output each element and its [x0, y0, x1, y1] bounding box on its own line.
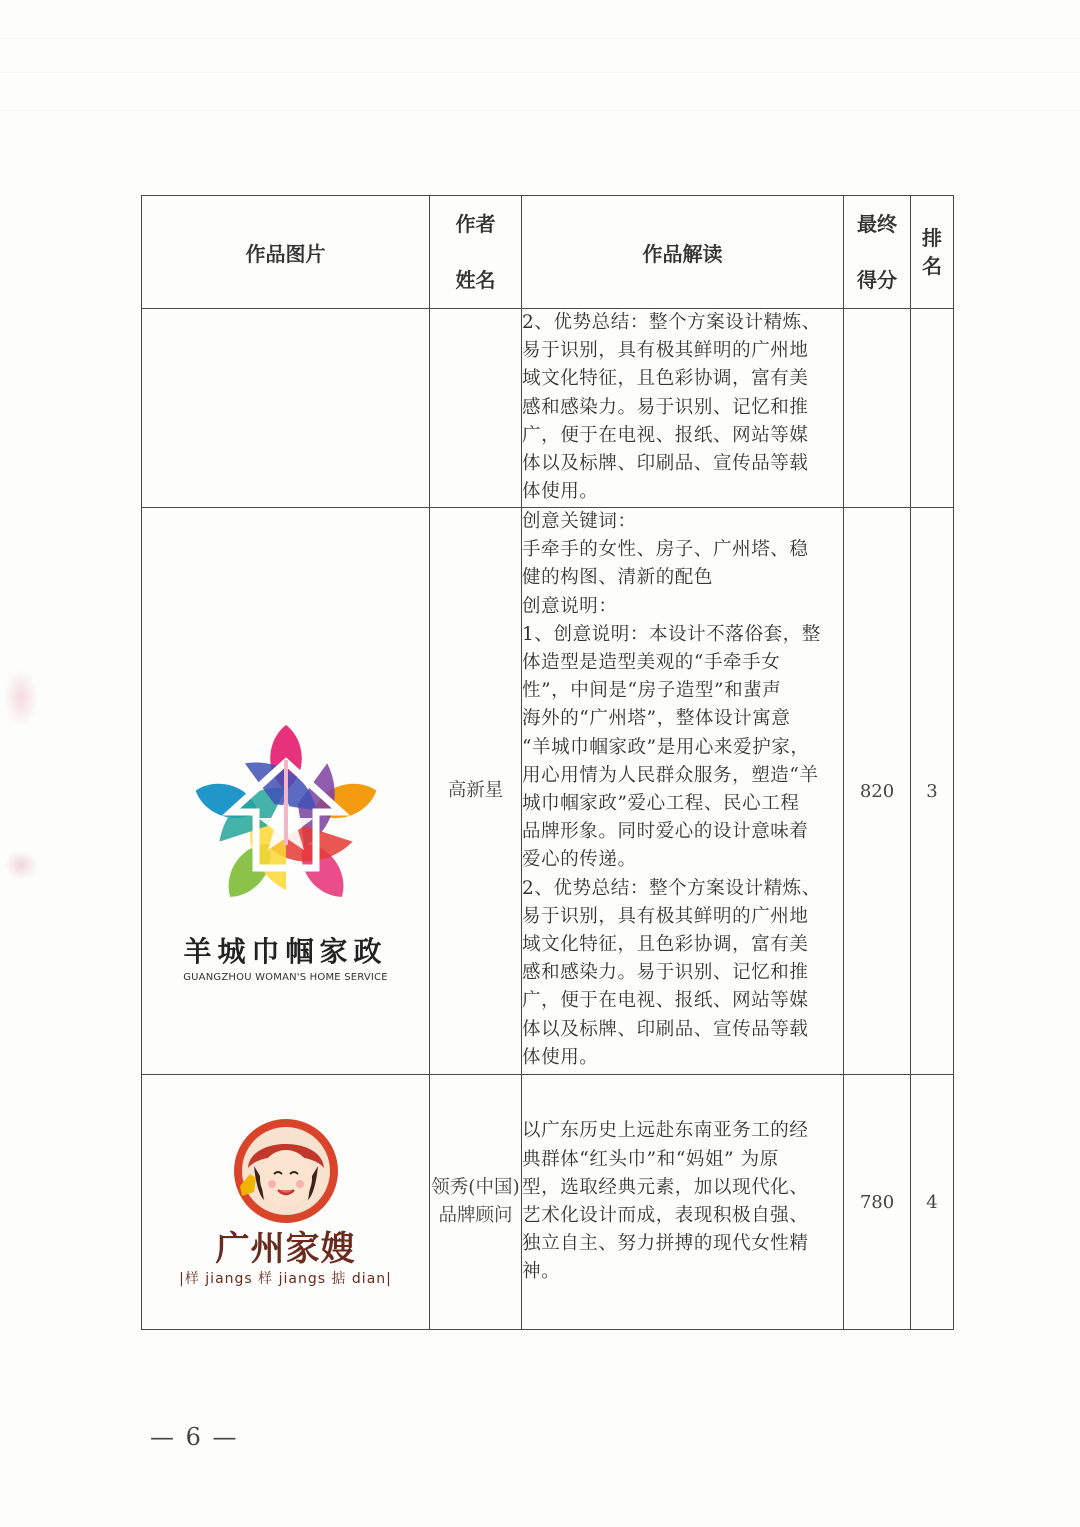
header-rank-line1: 排: [922, 226, 942, 250]
desc-line: 广，便于在电视、报纸、网站等媒: [522, 424, 809, 446]
table-header-row: [142, 196, 954, 309]
header-author-line1: 作者: [455, 212, 496, 236]
table-row: [142, 309, 954, 508]
table-row: [142, 508, 954, 1075]
logo-subtitle: |样 jiangs 样 jiangs 掂 dian|: [179, 1271, 392, 1287]
page-smudge: [4, 668, 38, 728]
author-cell: [430, 309, 522, 508]
desc-line: 用心用情为人民群众服务，塑造“羊: [522, 764, 819, 786]
scan-artifact: [0, 110, 1080, 111]
desc-line: 感和感染力。易于识别、记忆和推: [522, 962, 809, 984]
header-author: [430, 196, 522, 309]
desc-line: 创意说明：: [522, 595, 618, 617]
logo-jiasao: [142, 1116, 429, 1288]
colorful-star-logo-icon: [186, 720, 386, 920]
desc-line: 性”，中间是“房子造型”和蜚声: [522, 680, 782, 702]
desc-line: 体使用。: [522, 481, 599, 503]
desc-line: 2、优势总结：整个方案设计精炼、: [522, 312, 821, 333]
desc-line: 创意关键词：: [522, 511, 637, 532]
desc-line: 艺术化设计而成，表现积极自强、: [522, 1205, 809, 1226]
desc-line: 域文化特征，且色彩协调，富有美: [522, 934, 809, 956]
desc-line: 体以及标牌、印刷品、宣传品等载: [522, 1018, 809, 1040]
logo-title: 广州家嫂: [215, 1229, 356, 1269]
header-score: [844, 196, 911, 309]
rank-cell: 4: [911, 1075, 954, 1330]
picture-cell: [142, 508, 430, 1075]
desc-line: 海外的“广州塔”，整体设计寓意: [522, 708, 791, 730]
desc-line: 手牵手的女性、房子、广州塔、稳: [522, 539, 809, 561]
desc-line: 易于识别，具有极其鲜明的广州地: [522, 905, 809, 927]
scan-artifact: [0, 38, 1080, 39]
interpretation-cell: [522, 508, 844, 1075]
rank-cell: 3: [911, 508, 954, 1075]
desc-line: 城巾帼家政”爱心工程、民心工程: [522, 793, 800, 815]
interpretation-cell: [522, 1075, 844, 1330]
logo-yangcheng: [142, 600, 429, 983]
header-rank-line2: 名: [922, 254, 942, 278]
desc-line: 域文化特征，且色彩协调，富有美: [522, 368, 809, 390]
desc-line: 2、优势总结：整个方案设计精炼、: [522, 877, 821, 899]
header-picture: 作品图片: [142, 196, 430, 309]
desc-line: 独立自主、努力拼搏的现代女性精: [522, 1233, 809, 1255]
desc-line: 爱心的传递。: [522, 849, 637, 871]
logo-subtitle: GUANGZHOU WOMAN'S HOME SERVICE: [183, 971, 388, 983]
scan-artifact: [0, 72, 1080, 73]
desc-line: 典群体“红头巾”和“妈姐” 为原: [522, 1148, 779, 1170]
works-table: [141, 195, 954, 1330]
desc-line: 以广东历史上远赴东南亚务工的经: [522, 1120, 809, 1142]
desc-line: 1、创意说明：本设计不落俗套，整: [522, 623, 821, 645]
desc-line: 品牌形象。同时爱心的设计意味着: [522, 821, 809, 843]
header-rank: [911, 196, 954, 309]
desc-line: 型，选取经典元素，加以现代化、: [522, 1176, 809, 1198]
logo-title: 羊城巾帼家政: [183, 934, 388, 968]
header-score-line2: 得分: [857, 268, 897, 292]
score-cell: [844, 309, 911, 508]
desc-line: 感和感染力。易于识别、记忆和推: [522, 396, 809, 418]
rank-cell: [911, 309, 954, 508]
desc-line: 体使用。: [522, 1046, 599, 1068]
desc-line: 广，便于在电视、报纸、网站等媒: [522, 990, 809, 1012]
author-cell: 高新星: [430, 508, 522, 1075]
desc-line: 体造型是造型美观的“手牵手女: [522, 652, 781, 674]
picture-cell: [142, 309, 430, 508]
table-row: [142, 1075, 954, 1330]
header-author-line2: 姓名: [455, 268, 496, 292]
desc-line: 神。: [522, 1261, 561, 1283]
picture-cell: [142, 1075, 430, 1330]
desc-line: 易于识别，具有极其鲜明的广州地: [522, 340, 809, 362]
woman-headscarf-logo-icon: [226, 1116, 346, 1226]
desc-line: 体以及标牌、印刷品、宣传品等载: [522, 453, 809, 475]
desc-line: “羊城巾帼家政”是用心来爱护家，: [522, 736, 810, 758]
page-smudge: [4, 850, 38, 880]
score-cell: 780: [844, 1075, 911, 1330]
header-interpretation: 作品解读: [522, 196, 844, 309]
header-score-line1: 最终: [857, 212, 897, 236]
author-cell: 领秀(中国)品牌顾问: [430, 1075, 522, 1330]
desc-line: 健的构图、清新的配色: [522, 567, 714, 589]
page-number: — 6 —: [150, 1423, 239, 1451]
score-cell: 820: [844, 508, 911, 1075]
interpretation-cell: [522, 309, 844, 508]
